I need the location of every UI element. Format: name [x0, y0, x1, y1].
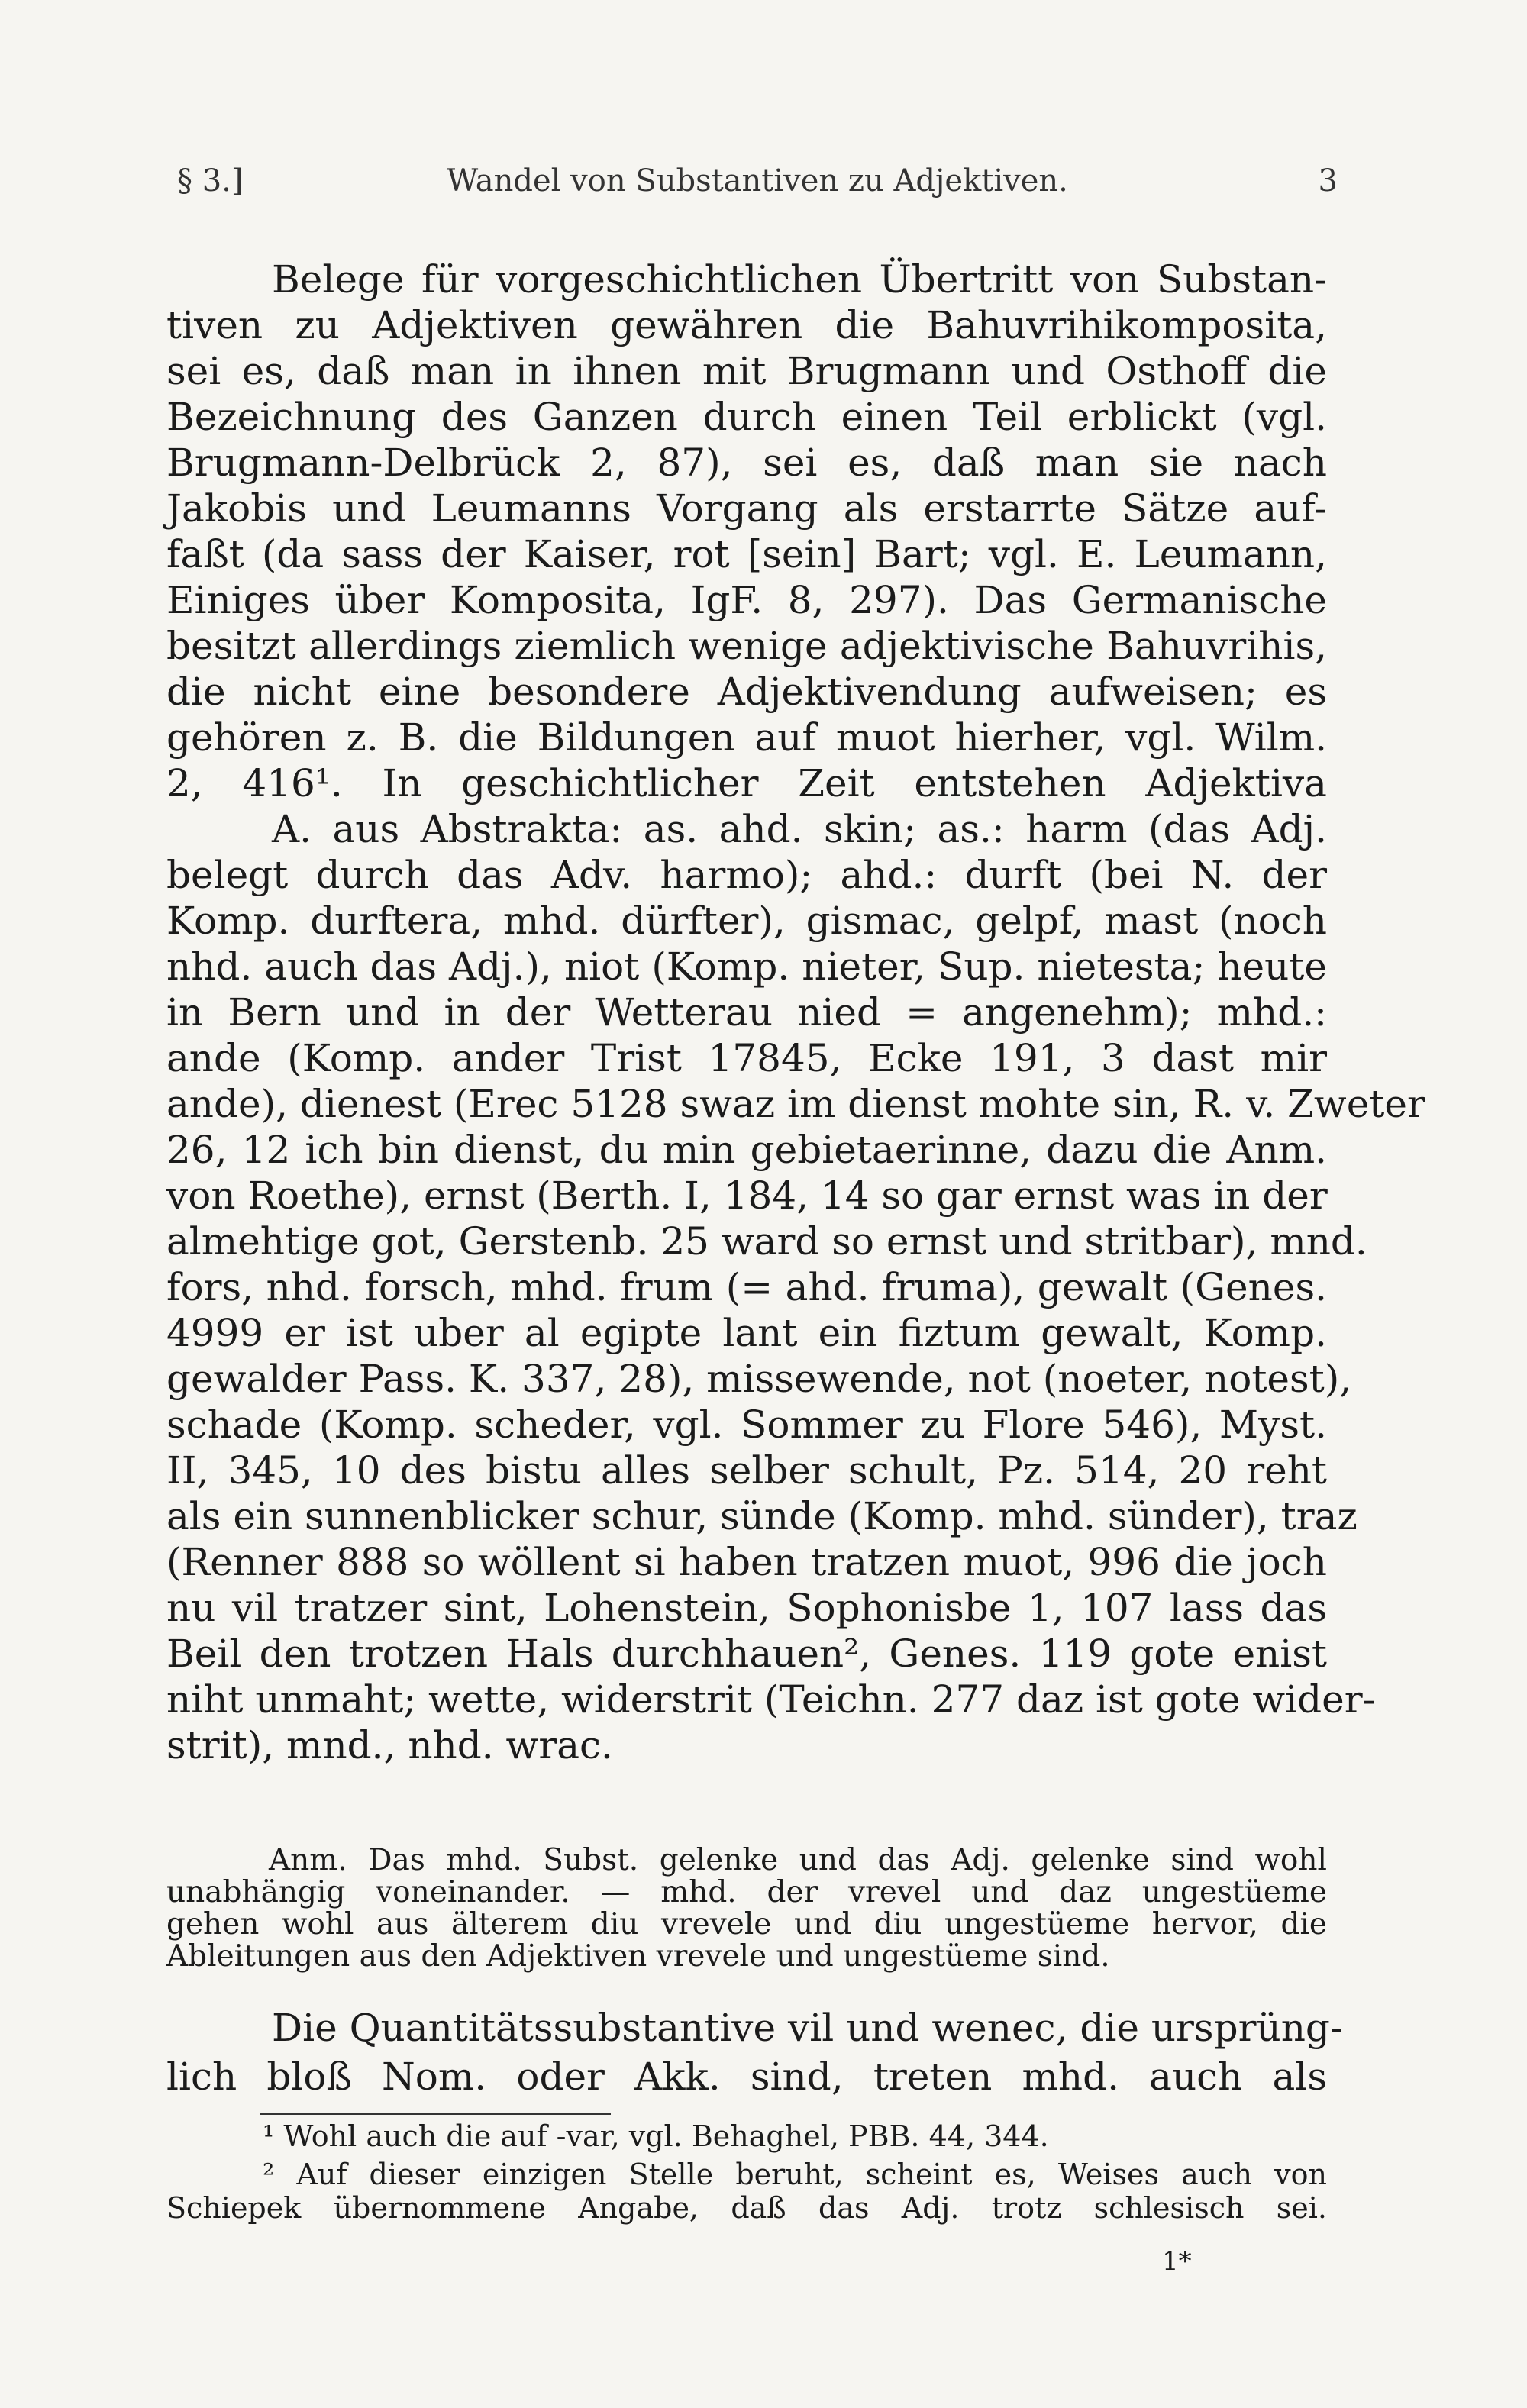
text-line: sei es, daß man in ihnen mit Brugmann und Osthoff die [166, 349, 1327, 393]
text-line: nhd. auch das Adj.), niot (Komp. nieter, Sup. nietesta; heute [166, 944, 1327, 989]
text-line: faßt (da sass der Kaiser, rot [sein] Bart; vgl. E. Leumann, [166, 532, 1327, 576]
note-line: gehen wohl aus älterem diu vrevele und diu ungestüeme hervor, die [166, 1907, 1327, 1942]
text-line: besitzt allerdings ziemlich wenige adjektivische Bahuvrihis, [166, 624, 1327, 668]
text-line: nu vil tratzer sint, Lohenstein, Sophonisbe 1, 107 lass das [166, 1586, 1327, 1630]
signature-mark: 1* [1162, 2246, 1192, 2277]
text-line: 2, 416¹. In geschichtlicher Zeit entstehen Adjektiva [166, 761, 1327, 805]
text-line: lich bloß Nom. oder Akk. sind, treten mhd. auch als [166, 2055, 1327, 2099]
page-number: 3 [1318, 163, 1338, 199]
text-line: Beil den trotzen Hals durchhauen², Genes. 119 gote enist [166, 1632, 1327, 1676]
text-line: von Roethe), ernst (Berth. I, 184, 14 so gar ernst was in der [166, 1173, 1328, 1218]
text-line: in Bern und in der Wetterau nied = angenehm); mhd.: [166, 990, 1327, 1035]
text-line: (Renner 888 so wöllent si haben tratzen muot, 996 die joch [166, 1540, 1327, 1584]
footnote: Schiepek übernommene Angabe, daß das Adj. trotz schlesisch sei. [166, 2191, 1327, 2225]
text-line: Belege für vorgeschichtlichen Übertritt von Substan- [272, 257, 1327, 302]
running-title: Wandel von Substantiven zu Adjektiven. [447, 163, 1068, 199]
note-line: Ableitungen aus den Adjektiven vrevele und ungestüeme sind. [166, 1939, 1110, 1974]
text-line: 4999 er ist uber al egipte lant ein fiztum gewalt, Komp. [166, 1311, 1327, 1355]
text-line: ande (Komp. ander Trist 17845, Ecke 191, 3 dast mir [166, 1036, 1327, 1080]
text-line: A. aus Abstrakta: as. ahd. skin; as.: harm (das Adj. [272, 807, 1327, 851]
text-line: Bezeichnung des Ganzen durch einen Teil erblickt (vgl. [166, 395, 1327, 439]
text-line: strit), mnd., nhd. wrac. [166, 1723, 613, 1767]
text-line: gewalder Pass. K. 337, 28), missewende, not (noeter, notest), [166, 1357, 1352, 1401]
text-line: ande), dienest (Erec 5128 swaz im dienst mohte sin, R. v. Zweter [166, 1082, 1425, 1126]
note-line: unabhängig voneinander. — mhd. der vrevel und daz ungestüeme [166, 1875, 1327, 1909]
text-line: almehtige got, Gerstenb. 25 ward so ernst und stritbar), mnd. [166, 1219, 1367, 1264]
text-line: 26, 12 ich bin dienst, du min gebietaerinne, dazu die Anm. [166, 1128, 1327, 1172]
footnote: ¹ Wohl auch die auf -var, vgl. Behaghel, PBB. 44, 344. [263, 2119, 1049, 2153]
text-line: gehören z. B. die Bildungen auf muot hierher, vgl. Wilm. [166, 715, 1327, 760]
text-line: als ein sunnenblicker schur, sünde (Komp. mhd. sünder), traz [166, 1494, 1358, 1538]
footnote: ² Auf dieser einzigen Stelle beruht, scheint es, Weises auch von [263, 2158, 1327, 2191]
section-marker: § 3.] [177, 163, 244, 199]
footnote-rule [260, 2113, 611, 2115]
text-line: niht unmaht; wette, widerstrit (Teichn. 277 daz ist gote wider- [166, 1677, 1376, 1722]
text-line: II, 345, 10 des bistu alles selber schult, Pz. 514, 20 reht [166, 1448, 1327, 1493]
text-line: belegt durch das Adv. harmo); ahd.: durft (bei N. der [166, 853, 1327, 897]
text-line: Brugmann-Delbrück 2, 87), sei es, daß man sie nach [166, 441, 1327, 485]
text-line: die nicht eine besondere Adjektivendung aufweisen; es [166, 670, 1327, 714]
text-line: Einiges über Komposita, IgF. 8, 297). Das Germanische [166, 578, 1327, 622]
text-line: tiven zu Adjektiven gewähren die Bahuvrihikomposita, [166, 303, 1327, 347]
note-line: Anm. Das mhd. Subst. gelenke und das Adj. gelenke sind wohl [269, 1843, 1327, 1877]
text-line: Komp. durftera, mhd. dürfter), gismac, gelpf, mast (noch [166, 899, 1327, 943]
text-line: schade (Komp. scheder, vgl. Sommer zu Flore 546), Myst. [166, 1403, 1327, 1447]
text-line: fors, nhd. forsch, mhd. frum (= ahd. fruma), gewalt (Genes. [166, 1265, 1327, 1309]
text-line: Die Quantitätssubstantive vil und wenec, die ursprüng- [272, 2006, 1343, 2050]
text-line: Jakobis und Leumanns Vorgang als erstarrte Sätze auf- [166, 486, 1327, 531]
